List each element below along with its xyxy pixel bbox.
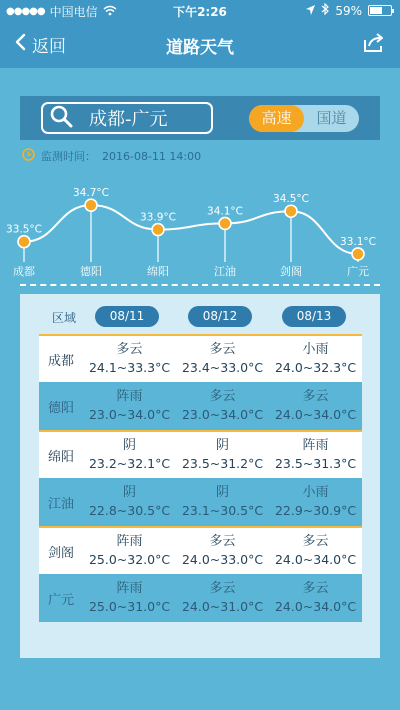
forecast-cell <box>83 574 176 622</box>
temperature-chart <box>0 180 400 280</box>
chart-value-label: 33.5°C <box>6 223 42 236</box>
weather-condition: 多云 <box>209 389 236 404</box>
back-label: 返回 <box>32 37 66 57</box>
date-header <box>20 306 380 328</box>
temperature-range: 23.5~31.3°C <box>274 456 357 471</box>
table-row <box>39 430 362 478</box>
temperature-range: 24.0~31.0°C <box>181 599 264 614</box>
forecast-cell <box>83 528 176 574</box>
chart-point <box>285 205 297 217</box>
forecast-cell <box>269 432 362 478</box>
chart-category-label: 绵阳 <box>147 265 169 278</box>
weather-condition: 多云 <box>209 581 236 596</box>
signal-icon: ●●●●● <box>6 6 45 17</box>
table-row <box>39 526 362 574</box>
forecast-cell <box>176 574 269 622</box>
share-icon <box>362 39 386 58</box>
weather-condition: 多云 <box>209 534 236 549</box>
row-city: 成都 <box>47 353 74 369</box>
route-value: 成都-广元 <box>89 109 168 130</box>
forecast-cell <box>176 382 269 430</box>
weather-condition: 阵雨 <box>116 534 143 549</box>
forecast-cell <box>176 528 269 574</box>
weather-condition: 小雨 <box>302 342 329 357</box>
temperature-range: 23.4~33.0°C <box>181 360 264 375</box>
temperature-range: 24.1~33.3°C <box>88 360 171 375</box>
chart-series-line <box>24 205 358 254</box>
nav-bar <box>0 20 400 68</box>
forecast-cell <box>83 336 176 382</box>
temperature-range: 22.9~30.9°C <box>274 503 357 518</box>
temperature-range: 24.0~34.0°C <box>274 407 357 422</box>
row-city: 绵阳 <box>47 449 74 465</box>
search-icon <box>49 104 73 132</box>
status-right <box>306 3 392 18</box>
date-tab-2[interactable]: 08/12 <box>188 306 252 327</box>
chart-point <box>85 199 97 211</box>
battery-fill <box>370 7 382 14</box>
chart-category-label: 广元 <box>347 265 369 278</box>
weather-condition: 阵雨 <box>302 438 329 453</box>
clock-icon <box>22 148 35 164</box>
weather-condition: 多云 <box>302 534 329 549</box>
temperature-range: 25.0~31.0°C <box>88 599 171 614</box>
temperature-range: 24.0~32.3°C <box>274 360 357 375</box>
temperature-range: 24.0~33.0°C <box>181 552 264 567</box>
chart-point <box>152 224 164 236</box>
forecast-table <box>20 294 380 658</box>
row-city: 剑阁 <box>47 545 74 561</box>
temperature-range: 23.2~32.1°C <box>88 456 171 471</box>
page-title: 道路天气 <box>166 38 234 58</box>
weather-condition: 多云 <box>302 581 329 596</box>
carrier-label: 中国电信 <box>49 5 98 19</box>
route-search-box[interactable] <box>41 102 213 134</box>
table-row <box>39 334 362 382</box>
road-type-highway[interactable]: 高速 <box>249 105 304 132</box>
forecast-cell <box>269 528 362 574</box>
battery-percent: 59% <box>335 3 362 18</box>
chart-value-label: 33.1°C <box>340 235 376 248</box>
table-row <box>39 574 362 622</box>
weather-condition: 阴 <box>215 485 229 500</box>
weather-condition: 多云 <box>116 342 143 357</box>
weather-condition: 阴 <box>215 438 229 453</box>
bluetooth-icon <box>321 3 329 18</box>
table-row <box>39 478 362 526</box>
temperature-range: 23.0~34.0°C <box>88 407 171 422</box>
monitor-time-label: 监测时间： <box>41 150 96 163</box>
route-panel <box>20 96 380 140</box>
forecast-cell <box>269 478 362 526</box>
temperature-range: 25.0~32.0°C <box>88 552 171 567</box>
weather-condition: 阴 <box>122 438 136 453</box>
forecast-cell <box>269 382 362 430</box>
temperature-range: 23.5~31.2°C <box>181 456 264 471</box>
road-type-national[interactable]: 国道 <box>316 109 347 127</box>
battery-icon <box>368 5 392 16</box>
forecast-rows <box>39 334 362 622</box>
status-time: 下午2:26 <box>173 5 227 19</box>
date-tab-3[interactable]: 08/13 <box>282 306 346 327</box>
temperature-range: 24.0~34.0°C <box>274 552 357 567</box>
chart-separator <box>20 284 380 286</box>
forecast-cell <box>83 382 176 430</box>
chart-value-label: 33.9°C <box>140 211 176 224</box>
temperature-range: 23.0~34.0°C <box>181 407 264 422</box>
forecast-cell <box>176 336 269 382</box>
row-city: 广元 <box>47 592 74 608</box>
chart-point <box>352 248 364 260</box>
weather-condition: 多云 <box>209 342 236 357</box>
table-row <box>39 382 362 430</box>
location-icon <box>306 4 315 18</box>
chart-point <box>219 217 231 229</box>
weather-condition: 阴 <box>122 485 136 500</box>
monitor-time-value: 2016-08-11 14:00 <box>102 149 202 163</box>
chart-value-label: 34.5°C <box>273 193 309 206</box>
forecast-cell <box>176 478 269 526</box>
temperature-range: 22.8~30.5°C <box>88 503 171 518</box>
date-tab-1[interactable]: 08/11 <box>95 306 159 327</box>
chart-category-label: 德阳 <box>80 265 102 278</box>
chart-value-label: 34.7°C <box>73 187 109 200</box>
weather-condition: 阵雨 <box>116 581 143 596</box>
temperature-range: 23.1~30.5°C <box>181 503 264 518</box>
weather-condition: 多云 <box>302 389 329 404</box>
forecast-cell <box>83 478 176 526</box>
forecast-cell <box>176 432 269 478</box>
chart-point <box>18 236 30 248</box>
monitor-time <box>22 148 201 164</box>
forecast-cell <box>269 574 362 622</box>
forecast-cell <box>83 432 176 478</box>
chart-category-label: 江油 <box>214 265 236 278</box>
share-button[interactable] <box>362 32 386 58</box>
region-label: 区域 <box>52 311 77 325</box>
weather-condition: 小雨 <box>302 485 329 500</box>
chart-category-label: 成都 <box>13 265 35 278</box>
weather-condition: 阵雨 <box>116 389 143 404</box>
status-bar <box>0 0 400 20</box>
chart-value-label: 34.1°C <box>207 205 243 218</box>
forecast-cell <box>269 336 362 382</box>
row-city: 德阳 <box>47 400 74 416</box>
temperature-range: 24.0~34.0°C <box>274 599 357 614</box>
row-city: 江油 <box>47 496 74 512</box>
chart-category-label: 剑阁 <box>280 265 302 278</box>
road-type-toggle <box>249 105 359 132</box>
